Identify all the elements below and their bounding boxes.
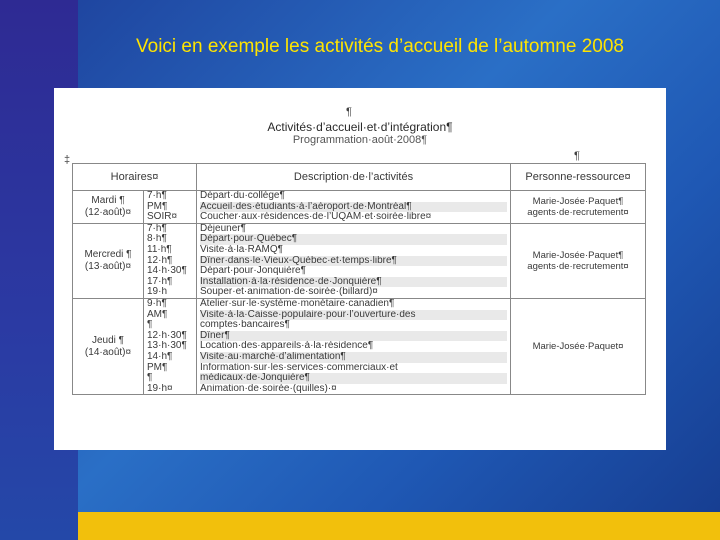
document-title: Activités·d’accueil·et·d’intégration¶ [267,120,453,134]
hour-line: PM¶ [147,201,168,212]
hour-line: 14·h¶ [147,351,173,362]
day-label-line: Jeudi ¶ [91,334,125,346]
day-label-line: (14·août)¤ [84,346,132,358]
hours-cell [144,223,197,298]
hour-line: 7·h¶ [147,223,167,234]
document-subtitle: Programmation·août·2008¶ [292,134,428,146]
activity-line: médicaux·de·Jonquière¶ [200,373,507,384]
activity-line: Accueil·des·étudiants·à·l’aéroport·de·Montréal¶ [200,202,507,213]
hour-line: AM¶ [147,309,168,320]
slide-title: Voici en exemple les activités d’accueil de l’automne 2008 [136,36,624,57]
table-body [73,191,646,395]
hours-cell [144,298,197,394]
resource-line: Marie-Josée·Paquet¤ [532,341,624,353]
header-personne-ressource: Personne-ressource¤ [511,164,646,191]
resource-cell [511,298,646,394]
activities-cell [197,223,511,298]
header-horaires: Horaires¤ [73,164,197,191]
table-row [73,298,646,394]
document-heading [54,120,666,146]
hour-line: ¶ [147,373,153,384]
day-cell [73,191,144,224]
bottom-decorative-band [78,512,720,540]
activity-line: Départ·pour·Québec¶ [200,234,507,245]
activity-line: Visite·au·marché·d’alimentation¶ [200,352,507,363]
activity-line: Information·sur·les·services·commerciaux·et [200,362,398,373]
activity-line: comptes·bancaires¶ [200,320,290,331]
resource-line: agents·de·recrutement¤ [527,206,629,218]
resource-cell [511,223,646,298]
activity-line: Atelier·sur·le·système·monétaire·canadien¶ [200,298,395,309]
activity-line: Location·des·appareils·à·la·résidence¶ [200,341,374,352]
activity-line: Souper·et·animation·de·soirée·(billard)¤ [200,287,378,298]
table-row [73,223,646,298]
activity-line: Déjeuner¶ [200,223,246,234]
hour-line: 13·h·30¶ [147,341,187,352]
activity-line: Animation·de·soirée·(quilles)·¤ [200,383,337,394]
activity-line: Visite·à·la·Caisse·populaire·pour·l’ouverture·des [200,310,507,321]
activity-line: Visite·à·la·RAMQ¶ [200,244,283,255]
table-anchor-mark: ‡ [64,154,71,166]
hour-line: 8·h¶ [147,234,167,245]
activities-table [72,163,646,395]
activity-line: Départ·du·collège¶ [200,191,285,201]
activities-cell [197,298,511,394]
hours-cell [144,191,197,224]
hour-line: 11·h¶ [147,244,172,255]
activity-line: Dîner¶ [200,331,507,342]
hour-line: 19·h¤ [147,383,173,394]
resource-line: Marie-Josée·Paquet¶ [532,249,624,261]
pilcrow-mark: ¶ [346,106,352,118]
header-description: Description·de·l’activités [197,164,511,191]
activity-line: Installation·à·la·résidence·de·Jonquière¶ [200,277,507,288]
hour-line: SOIR¤ [147,212,178,223]
hour-line: 12·h·30¶ [147,330,187,341]
hour-line: 17·h¶ [147,276,173,287]
activity-line: Coucher·aux·résidences·de·l’UQAM·et·soirée·libre¤ [200,212,432,223]
resource-cell [511,191,646,224]
day-cell [73,223,144,298]
day-label-line: Mercredi ¶ [84,248,132,260]
activity-line: Départ·pour·Jonquière¶ [200,266,306,277]
day-label-line: Mardi ¶ [91,194,125,206]
hour-line: ¶ [147,320,153,331]
activities-cell [197,191,511,224]
hour-line: PM¶ [147,362,168,373]
resource-line: Marie-Josée·Paquet¶ [532,195,624,207]
hour-line: 7·h¶ [147,191,167,201]
day-label-line: (12·août)¤ [84,206,132,218]
table-header-row [73,164,646,191]
hour-line: 14·h·30¶ [147,266,187,277]
table-row [73,191,646,224]
day-cell [73,298,144,394]
document-image [54,88,666,450]
pilcrow-mark-right: ¶ [574,150,580,162]
activity-line: Dîner·dans·le·Vieux-Québec·et·temps·libre¶ [200,256,507,267]
hour-line: 12·h¶ [147,255,173,266]
day-label-line: (13·août)¤ [84,260,132,272]
hour-line: 9·h¶ [147,298,167,309]
resource-line: agents·de·recrutement¤ [527,260,629,272]
hour-line: 19·h [147,287,168,298]
